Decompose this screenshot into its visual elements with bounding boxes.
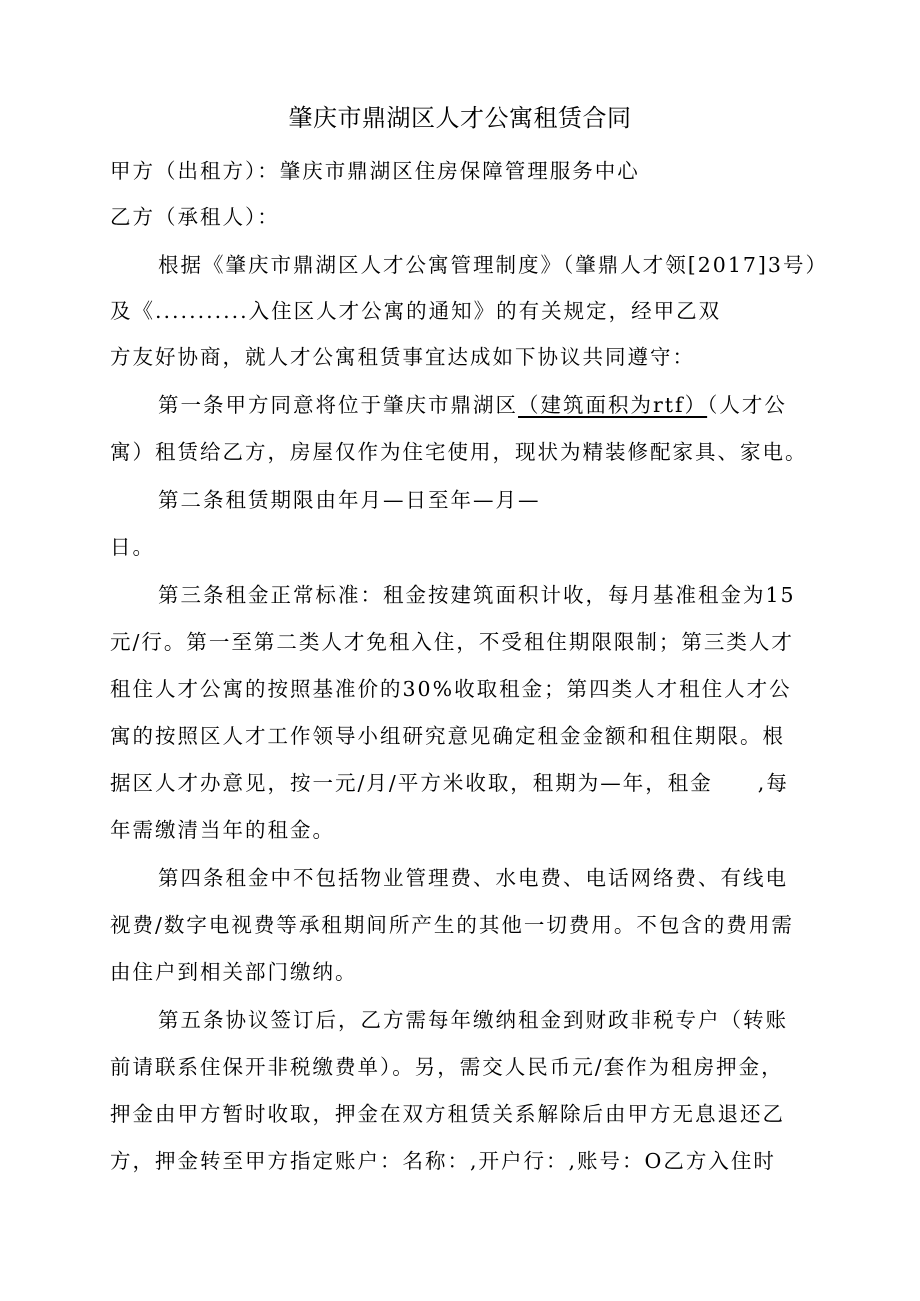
article-2-line: 第二条租赁期限由年月—日至年—月— <box>158 488 541 512</box>
body-line: 由住户到相关部门缴纳。 <box>110 960 358 984</box>
body-line-party-b: 乙方（承租人）： <box>110 205 280 229</box>
area-underlined: （建筑面积为rtf） <box>518 393 708 417</box>
body-line: 据区人才办意见，按一元/月/平方米收取，租期为—年，租金 ,每 <box>110 771 789 795</box>
body-line: 年需缴清当年的租金。 <box>110 818 335 842</box>
body-line: 前请联系住保开非税缴费单）。另，需交人民币元/套作为租房押金， <box>110 1055 784 1079</box>
article-1-text: 第一条甲方同意将位于肇庆市鼎湖区 <box>158 393 518 417</box>
body-line: 方友好协商，就人才公寓租赁事宜达成如下协议共同遵守： <box>110 345 695 369</box>
article-1-tail: （人才公 <box>707 393 787 417</box>
body-line: 元/行。第一至第二类人才免租入住，不受租住期限限制；第三类人才 <box>110 630 794 654</box>
document-title: 肇庆市鼎湖区人才公寓租赁合同 <box>288 104 632 132</box>
body-line: 视费/数字电视费等承租期间所产生的其他一切费用。不包含的费用需 <box>110 913 794 937</box>
body-line: 租住人才公寓的按照基准价的30%收取租金；第四类人才租住人才公 <box>110 677 792 701</box>
article-1-line <box>158 385 787 425</box>
body-line: 及《...........入住区人才公寓的通知》的有关规定，经甲乙双 <box>110 299 722 323</box>
article-5-line: 第五条协议签订后，乙方需每年缴纳租金到财政非税专户（转账 <box>158 1008 788 1032</box>
body-line: 日。 <box>110 535 155 559</box>
body-line: 根据《肇庆市鼎湖区人才公寓管理制度》（肇鼎人才领[2017]3号） <box>158 253 828 277</box>
article-4-line: 第四条租金中不包括物业管理费、水电费、电话网络费、有线电 <box>158 866 788 890</box>
body-line-party-a: 甲方（出租方）：肇庆市鼎湖区住房保障管理服务中心 <box>110 159 640 183</box>
body-line: 方，押金转至甲方指定账户：名称：,开户行：,账号：O乙方入住时 <box>110 1149 776 1173</box>
article-3-line: 第三条租金正常标准：租金按建筑面积计收，每月基准租金为15 <box>158 583 796 607</box>
body-line: 押金由甲方暂时收取，押金在双方租赁关系解除后由甲方无息退还乙 <box>110 1102 785 1126</box>
body-line: 寓的按照区人才工作领导小组研究意见确定租金金额和租住期限。根 <box>110 724 785 748</box>
body-line: 寓）租赁给乙方，房屋仅作为住宅使用，现状为精装修配家具、家电。 <box>110 440 808 464</box>
